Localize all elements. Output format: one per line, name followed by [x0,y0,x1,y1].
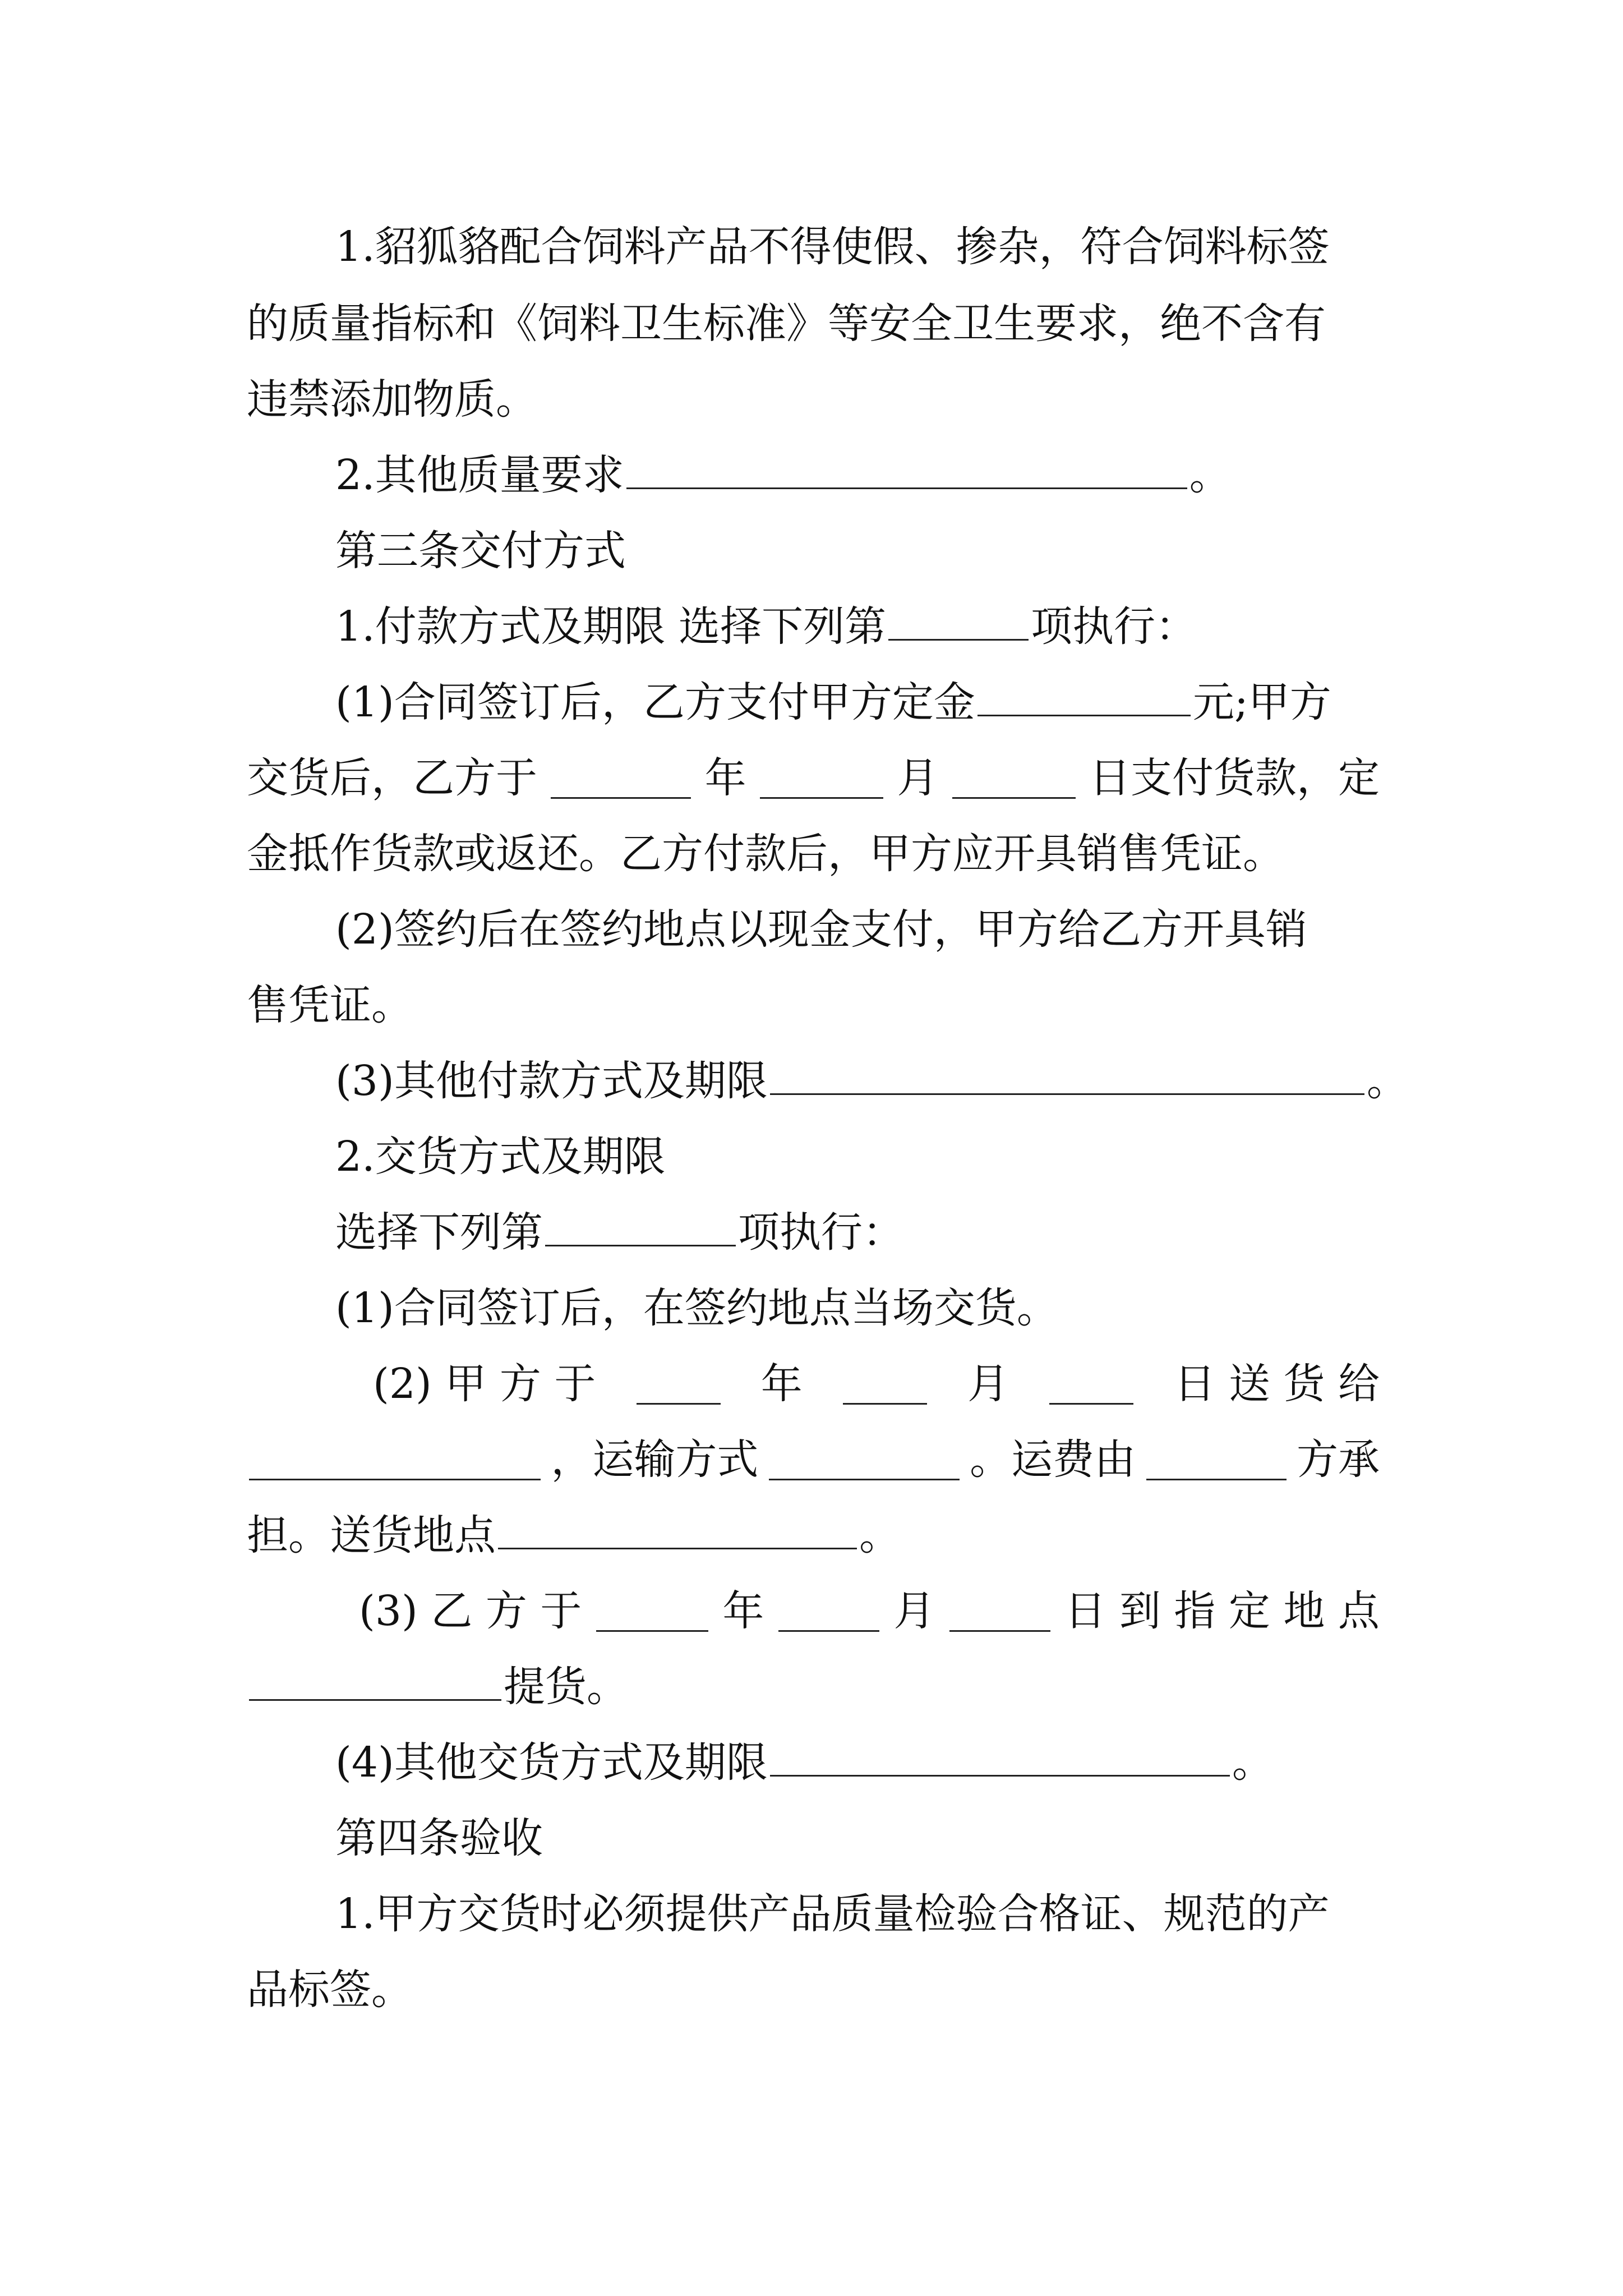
blank-pay-year[interactable] [551,758,691,799]
blank-pickup-year[interactable] [596,1591,708,1632]
label-year: 年 [722,1587,764,1635]
label-day-pay: 日支付货款，定 [1089,754,1380,802]
text-line-6 [335,596,1197,657]
label-freight: 。运费由 [970,1435,1136,1484]
blank-ship-day[interactable] [1049,1364,1133,1405]
blank-ship-year[interactable] [637,1364,721,1405]
label-transport: ，运输方式 [551,1435,759,1484]
label-delivery-place: 担。送货地点 [247,1511,496,1559]
label-delivery-choice: 选择下列第 [335,1208,543,1257]
period: 。 [1232,1738,1274,1787]
text-line-4 [335,444,1231,506]
text-line-23: 1.甲方交货时必须提供产品质量检验合格证、规范的产 [335,1890,1330,1938]
text-line-15: (1)合同签订后，在签约地点当场交货。 [335,1284,1058,1332]
text-line-3: 违禁添加物质。 [247,375,537,424]
text-line-9: 金抵作货款或返还。乙方付款后，甲方应开具销售凭证。 [247,830,1284,878]
blank-transport-method[interactable] [769,1439,960,1480]
text-line-11: 售凭证。 [247,981,413,1029]
blank-freight-party[interactable] [1146,1439,1287,1480]
text-line-16 [247,1353,1380,1415]
label-yuan: 元;甲方 [1192,678,1331,726]
blank-ship-month[interactable] [843,1364,927,1405]
blank-quality-requirement[interactable] [626,448,1187,489]
blank-deposit-amount[interactable] [978,675,1191,716]
text-line-12 [335,1050,1408,1112]
label-pickup: 提货。 [504,1663,628,1711]
label-ship-to: 日 送 货 给 [1174,1360,1380,1408]
label-party-b: (3) 乙 方 于 [359,1587,582,1635]
blank-delivery-item[interactable] [545,1205,736,1246]
text-line-18 [247,1504,901,1566]
text-line-17 [247,1429,1380,1490]
section-heading-3: 第三条交付方式 [335,527,626,575]
label-execute: 项执行： [1031,602,1197,651]
label-deposit: (1)合同签订后，乙方支付甲方定金 [335,678,975,726]
label-year: 年 [760,1360,803,1408]
label-month: 月 [967,1360,1009,1408]
text-line-24: 品标签。 [247,1966,413,2014]
text-line-8 [247,747,1380,809]
label-party-a: (2) 甲 方 于 [373,1360,596,1408]
blank-pickup-month[interactable] [778,1591,879,1632]
period: 。 [1189,451,1231,499]
label-other-quality: 2.其他质量要求 [335,451,624,499]
label-other-payment: (3)其他付款方式及期限 [335,1057,768,1105]
label-execute: 项执行： [738,1208,904,1257]
blank-delivery-place[interactable] [498,1508,857,1549]
blank-pickup-place[interactable] [249,1660,501,1701]
blank-recipient[interactable] [249,1439,541,1480]
blank-other-delivery[interactable] [770,1736,1230,1777]
label-other-delivery: (4)其他交货方式及期限 [335,1738,768,1787]
blank-pickup-day[interactable] [949,1591,1050,1632]
blank-pay-month[interactable] [760,758,883,799]
label-after-delivery: 交货后，乙方于 [247,754,537,802]
text-line-10: (2)签约后在签约地点以现金支付，甲方给乙方开具销 [335,905,1307,954]
label-to-place: 日 到 指 定 地 点 [1064,1587,1380,1635]
label-month: 月 [893,1587,935,1635]
label-year: 年 [704,754,746,802]
text-line-14 [335,1202,904,1263]
period: 。 [859,1511,901,1559]
text-line-1: 1.貂狐貉配合饲料产品不得使假、掺杂，符合饲料标签 [335,223,1330,271]
text-line-21 [335,1732,1274,1793]
period: 。 [1366,1057,1408,1105]
label-month: 月 [897,754,939,802]
text-line-20 [247,1656,628,1718]
blank-other-payment[interactable] [770,1054,1364,1095]
text-line-2: 的质量指标和《饲料卫生标准》等安全卫生要求，绝不含有 [247,300,1326,348]
blank-pay-day[interactable] [952,758,1076,799]
section-heading-4: 第四条验收 [335,1814,543,1862]
blank-payment-item[interactable] [888,600,1029,641]
label-bear: 方承 [1296,1435,1380,1484]
text-line-19 [247,1580,1380,1642]
text-line-13: 2.交货方式及期限 [335,1133,666,1181]
label-payment-choice: 1.付款方式及期限 选择下列第 [335,602,887,651]
text-line-7 [335,671,1331,733]
